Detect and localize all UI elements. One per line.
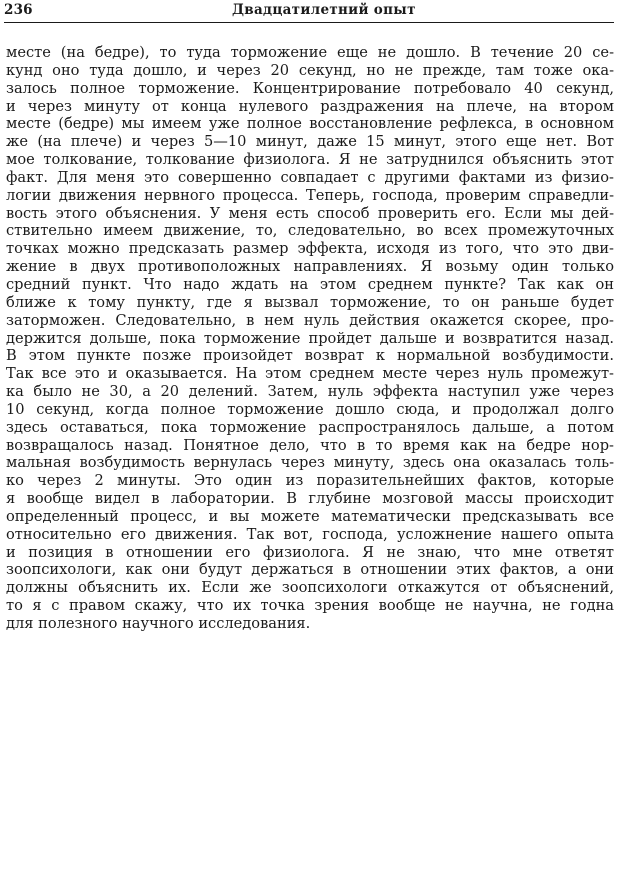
text-line: В этом пункте позже произойдет возврат к нормальной возбудимости. (6, 347, 614, 365)
text-line: точках можно предсказать размер эффекта, исходя из того, что это дви- (6, 240, 614, 258)
text-line: логии движения нервного процесса. Теперь, господа, проверим справедли- (6, 186, 614, 204)
text-line: держится дольше, пока торможение пройдет дальше и возвратится назад. (6, 329, 614, 347)
text-line: кунд оно туда дошло, и через 20 секунд, но не прежде, там тоже ока- (6, 61, 614, 79)
running-title: Двадцатилетний опыт (232, 2, 416, 18)
text-line: здесь оставаться, пока торможение распространялось дальше, а потом (6, 418, 614, 436)
text-line: и позиция в отношении его физиолога. Я не знаю, что мне ответят (6, 543, 614, 561)
text-line: Так все это и оказывается. На этом среднем месте через нуль промежут- (6, 365, 614, 383)
text-line: ко через 2 минуты. Это один из поразительнейших фактов, которые (6, 472, 614, 490)
text-line: ка было не 30, а 20 делений. Затем, нуль эффекта наступил уже через (6, 383, 614, 401)
text-line: я вообще видел в лаборатории. В глубине мозговой массы происходит (6, 490, 614, 508)
text-line: месте (бедре) мы имеем уже полное восстановление рефлекса, в основном (6, 115, 614, 133)
text-line: месте (на бедре), то туда торможение еще не дошло. В течение 20 се- (6, 44, 614, 61)
page-header (4, 2, 614, 22)
text-line: ствительно имеем движение, то, следовательно, во всех промежуточных (6, 222, 614, 240)
text-line: ближе к тому пункту, где я вызвал торможение, то он раньше будет (6, 293, 614, 311)
text-line: вость этого объяснения. У меня есть способ проверить его. Если мы дей- (6, 204, 614, 222)
text-line: мое толкование, толкование физиолога. Я не затруднился объяснить этот (6, 151, 614, 169)
text-line: средний пункт. Что надо ждать на этом среднем пункте? Так как он (6, 275, 614, 293)
text-line: то я с правом скажу, что их точка зрения вообще не научна, не годна (6, 597, 614, 615)
text-line: зоопсихологи, как они будут держаться в отношении этих фактов, а они (6, 561, 614, 579)
text-line: жение в двух противоположных направлениях. Я возьму один только (6, 258, 614, 276)
text-line: возвращалось назад. Понятное дело, что в то время как на бедре нор- (6, 436, 614, 454)
text-line: определенный процесс, и вы можете математически предсказывать все (6, 507, 614, 525)
page-number: 236 (4, 2, 33, 18)
text-line: факт. Для меня это совершенно совпадает с другими фактами из физио- (6, 168, 614, 186)
text-line: мальная возбудимость вернулась через минуту, здесь она оказалась толь- (6, 454, 614, 472)
text-line: и через минуту от конца нулевого раздражения на плече, на втором (6, 97, 614, 115)
text-line: относительно его движения. Так вот, господа, усложнение нашего опыта (6, 525, 614, 543)
text-line-last: для полезного научного исследования. (6, 615, 311, 632)
header-rule (4, 22, 614, 23)
body-paragraph (6, 44, 614, 633)
text-line: же (на плече) и через 5—10 минут, даже 15 минут, этого еще нет. Вот (6, 133, 614, 151)
text-line: заторможен. Следовательно, в нем нуль действия окажется скорее, про- (6, 311, 614, 329)
text-line: 10 секунд, когда полное торможение дошло сюда, и продолжал долго (6, 400, 614, 418)
text-line: залось полное торможение. Концентрирование потребовало 40 секунд, (6, 79, 614, 97)
text-line: должны объяснить их. Если же зоопсихологи откажутся от объяснений, (6, 579, 614, 597)
